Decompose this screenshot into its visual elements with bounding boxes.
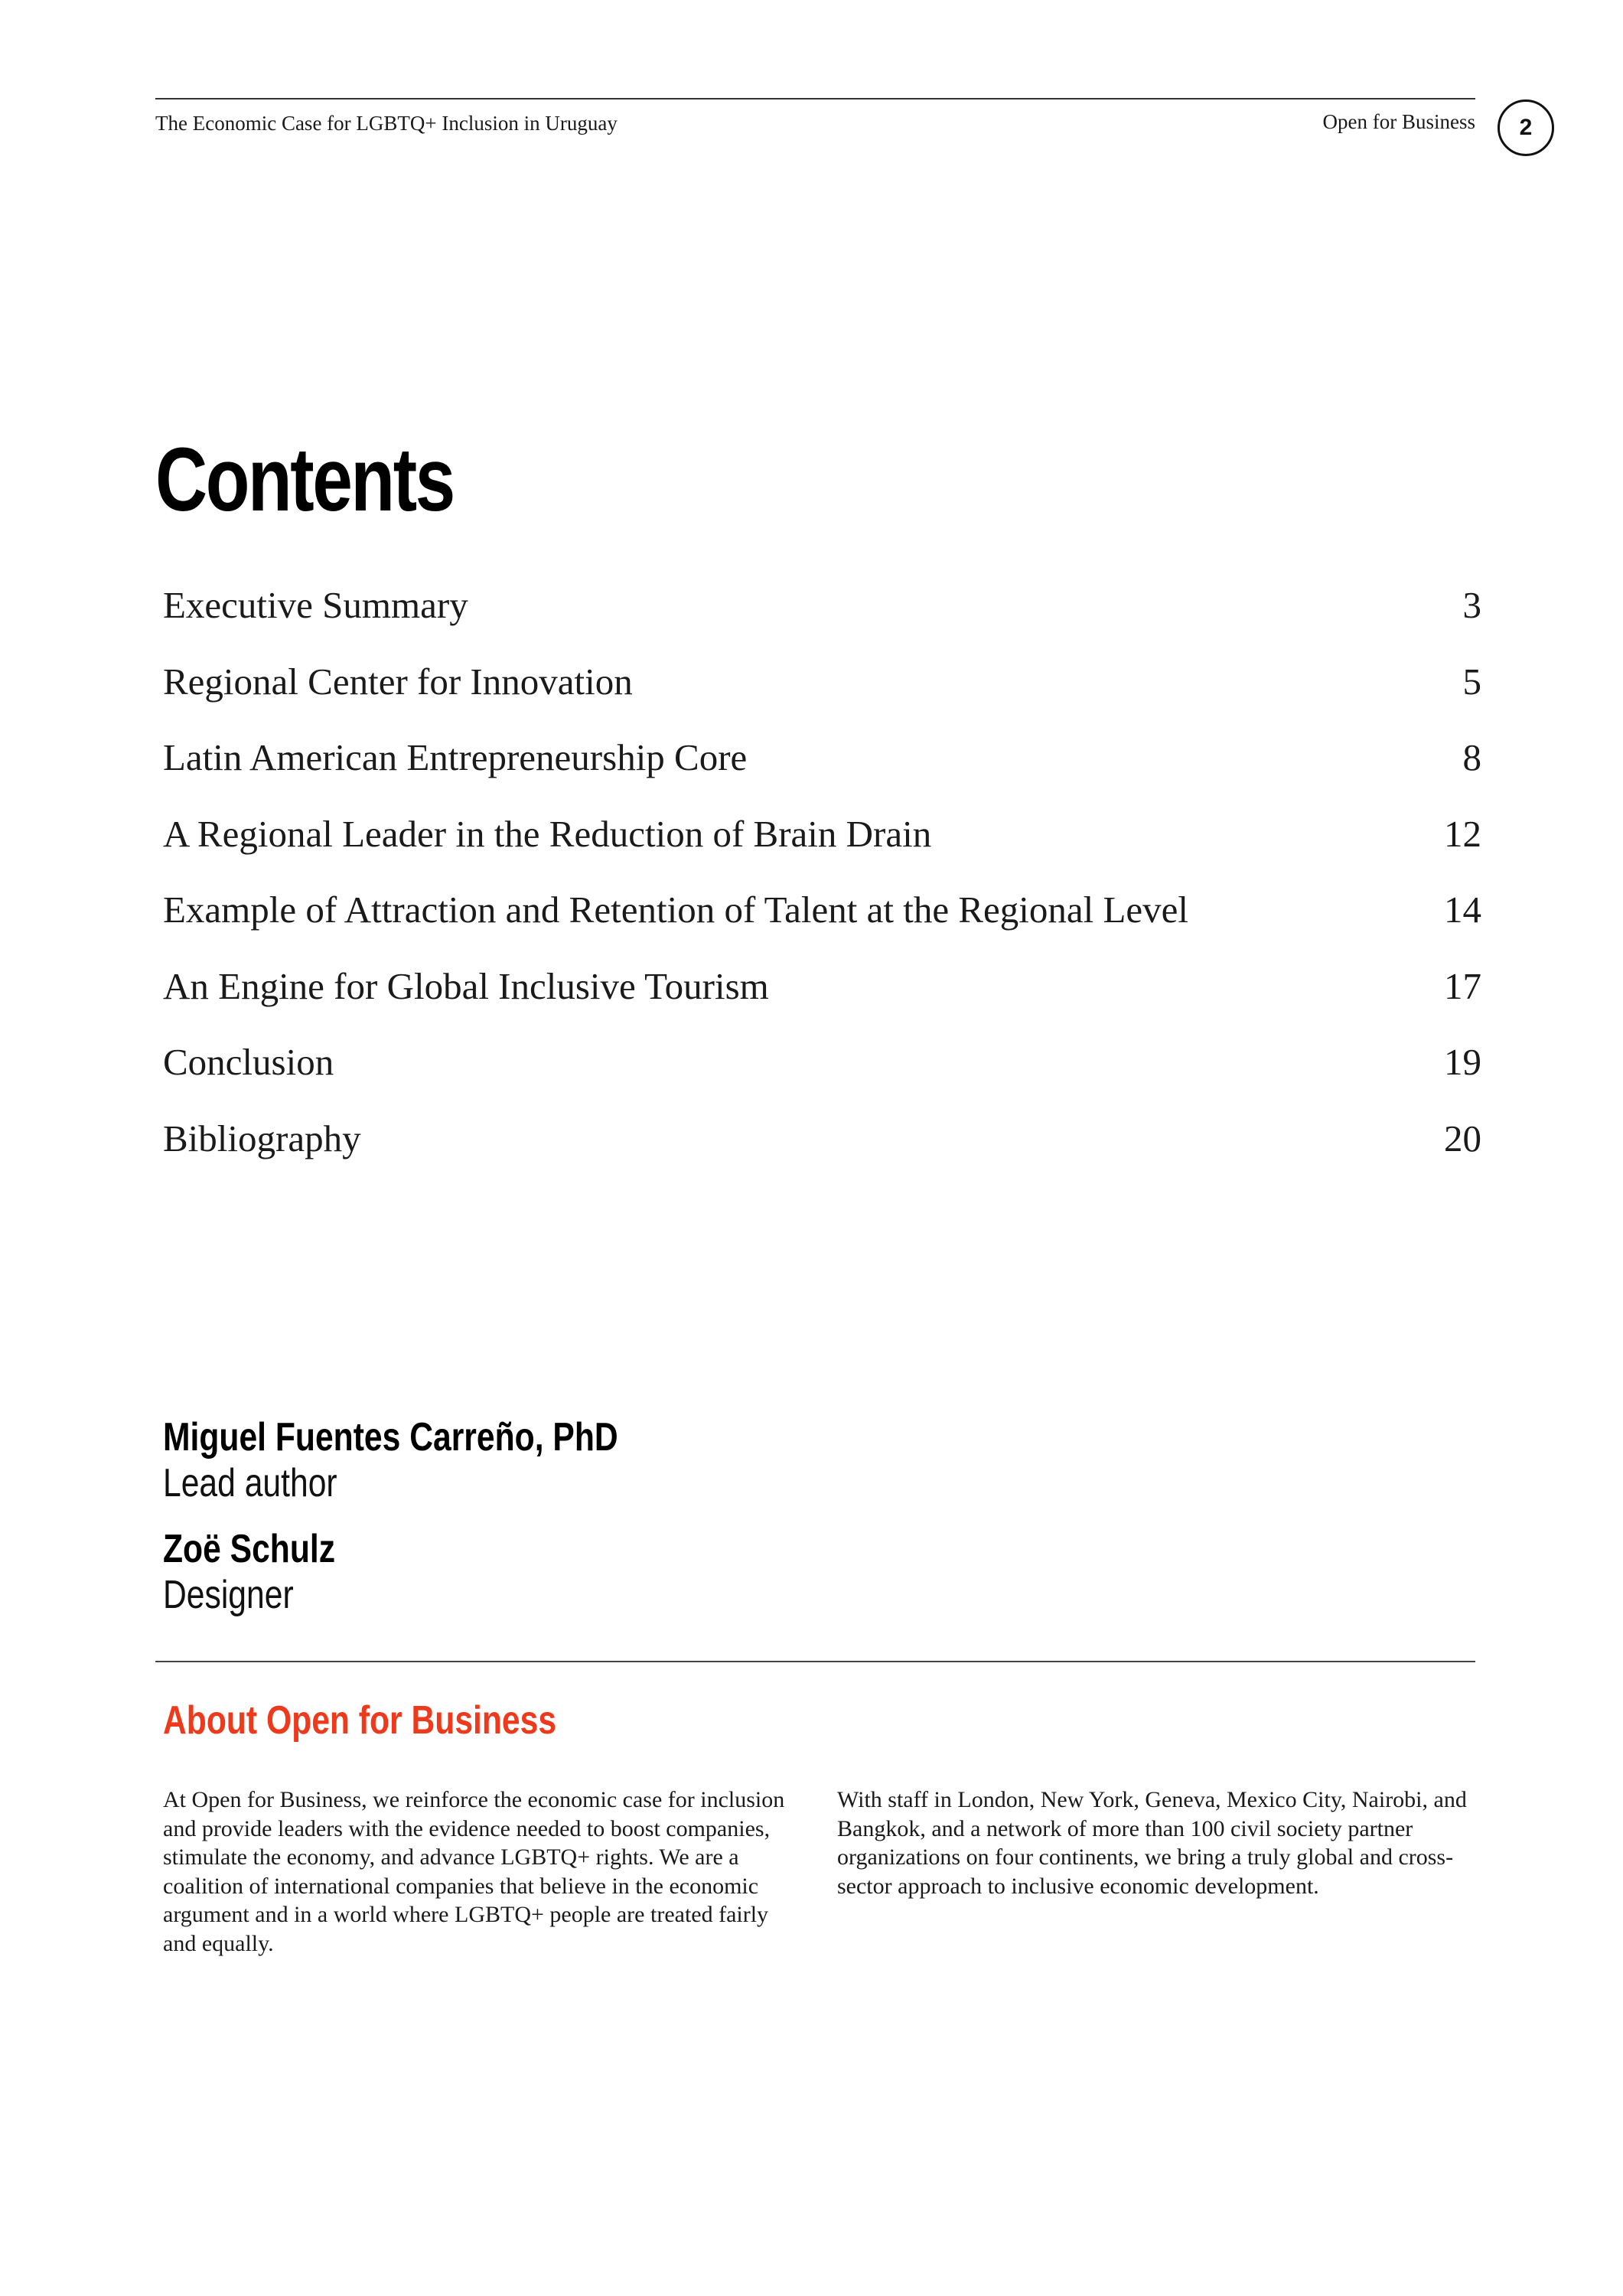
toc-entry-title: Latin American Entrepreneurship Core [163,736,748,778]
about-heading: About Open for Business [163,1698,557,1743]
toc-entry-title: Conclusion [163,1041,334,1083]
toc-entry[interactable] [163,583,1481,660]
toc-entry[interactable] [163,964,1481,1041]
toc-entry-title: Bibliography [163,1117,361,1159]
toc-entry-title: A Regional Leader in the Reduction of Brain Drain [163,812,932,855]
lead-author-role: Lead author [163,1461,337,1505]
contents-heading: Contents [155,429,454,530]
header-divider [155,98,1475,99]
about-paragraph-left: At Open for Business, we reinforce the economic case for inclusion and provide leaders with the evidence needed to boost companies, stimulate the economy, and advance LGBTQ+ rights. We are a coalition of international companies that believe in the economic argument and in a world where LGBTQ+ people are treated fairly and equally. [163,1787,785,1956]
toc-entry-title: Example of Attraction and Retention of Talent at the Regional Level [163,889,1189,931]
designer-role: Designer [163,1573,294,1617]
lead-author-name: Miguel Fuentes Carreño, PhD [163,1415,618,1459]
about-paragraph-right: With staff in London, New York, Geneva, Mexico City, Nairobi, and Bangkok, and a network of more than 100 civil society partner organizations on four continents, we bring a truly global and cross-sector approach to inclusive economic development. [837,1787,1467,1899]
toc-entry-page: 12 [1444,812,1481,855]
toc-entry-page: 8 [1462,736,1481,778]
toc-entry-page: 17 [1444,964,1481,1007]
toc-entry-page: 19 [1444,1041,1481,1083]
designer-name: Zoë Schulz [163,1527,336,1571]
toc-entry[interactable] [163,1040,1481,1117]
toc-entry-page: 20 [1444,1117,1481,1159]
toc-entry[interactable] [163,888,1481,964]
credit-spacer [163,1506,618,1526]
toc-entry-title: Regional Center for Innovation [163,660,633,703]
toc-entry[interactable] [163,1117,1481,1193]
credits-block [163,1414,618,1618]
toc-entry-title: Executive Summary [163,584,468,626]
toc-entry[interactable] [163,812,1481,889]
document-title: The Economic Case for LGBTQ+ Inclusion in Uruguay [155,112,618,135]
toc-entry-title: An Engine for Global Inclusive Tourism [163,964,769,1007]
toc-entry-page: 3 [1462,584,1481,626]
toc-entry-page: 5 [1462,660,1481,703]
toc-entry-page: 14 [1444,889,1481,931]
organization-name: Open for Business [1322,110,1475,133]
page-number-badge: 2 [1498,99,1554,156]
toc-entry[interactable] [163,660,1481,736]
toc-entry[interactable] [163,735,1481,812]
table-of-contents [163,583,1481,1192]
section-divider [155,1661,1475,1662]
